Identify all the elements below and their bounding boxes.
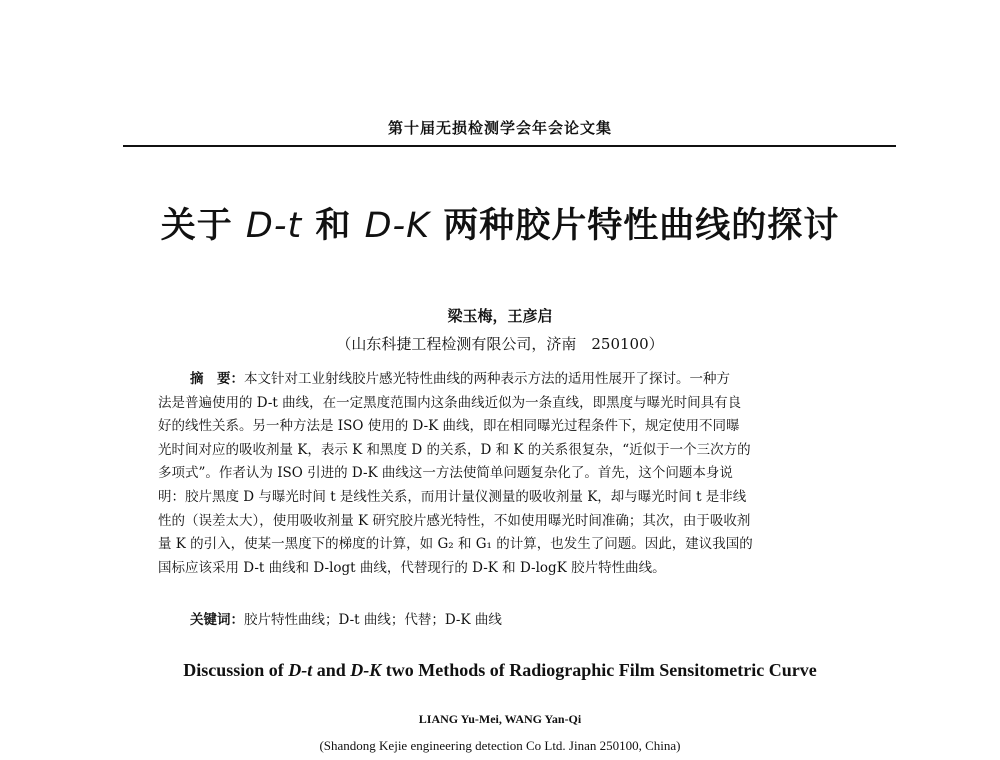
title-en-suffix: two Methods of Radiographic Film Sensitometric Curve [381,660,817,680]
title-cn-term-dt: D-t [245,206,303,246]
title-en-middle: and [312,660,351,680]
header-rule [123,145,896,147]
abstract-line: 量 K 的引入，使某一黑度下的梯度的计算，如 G₂ 和 G₁ 的计算，也发生了问题。因此，建议我国的 [158,536,753,553]
title-en-term-dt: D-t [288,660,313,680]
running-head: 第十届无损检测学会年会论文集 [387,119,612,137]
abstract-line: 多项式”。作者认为 ISO 引进的 D-K 曲线这一方法使简单问题复杂化了。首先，这个问题本身说 [158,465,733,482]
title-cn-term-dk: D-K [364,206,431,246]
title-cn [0,198,1000,248]
abstract-line-text: 本文针对工业射线胶片感光特性曲线的两种表示方法的适用性展开了探讨。一种方 [244,371,730,387]
abstract [158,368,863,580]
title-cn-middle: 和 [302,206,365,246]
abstract-line [158,368,863,392]
abstract-line: 法是普遍使用的 D-t 曲线，在一定黑度范围内这条曲线近似为一条直线，即黑度与曝光时间具有良 [158,394,742,411]
title-en-term-dk: D-K [350,660,382,680]
keywords-label: 关键词： [190,612,244,628]
abstract-line: 国标应该采用 D-t 曲线和 D-logt 曲线，代替现行的 D-K 和 D-logK 胶片特性曲线。 [158,559,666,576]
title-cn-suffix: 两种胶片特性曲线的探讨 [430,206,840,246]
title-cn-prefix: 关于 [160,206,246,246]
affiliation-cn: （山东科捷工程检测有限公司，济南 250100） [336,335,664,353]
abstract-label: 摘 要： [190,371,244,387]
keywords [190,608,502,628]
authors-en: LIANG Yu-Mei, WANG Yan-Qi [418,712,582,726]
abstract-line: 好的线性关系。另一种方法是 ISO 使用的 D-K 曲线，即在相同曝光过程条件下，规定使用不同曝 [158,418,740,435]
title-en [0,660,1000,681]
authors-cn: 梁玉梅，王彦启 [447,307,553,325]
affiliation-en: (Shandong Kejie engineering detection Co Ltd. Jinan 250100, China) [319,738,681,753]
abstract-line: 光时间对应的吸收剂量 K，表示 K 和黑度 D 的关系，D 和 K 的关系很复杂，“近似于一个三次方的 [158,441,751,458]
abstract-line: 性的（误差太大），使用吸收剂量 K 研究胶片感光特性，不如使用曝光时间准确；其次，由于吸收剂 [158,512,751,529]
abstract-line: 明：胶片黑度 D 与曝光时间 t 是线性关系，而用计量仪测量的吸收剂量 K，却与曝光时间 t 是非线 [158,488,747,505]
title-en-prefix: Discussion of [183,660,289,680]
keywords-text: 胶片特性曲线；D-t 曲线；代替；D-K 曲线 [244,612,502,628]
